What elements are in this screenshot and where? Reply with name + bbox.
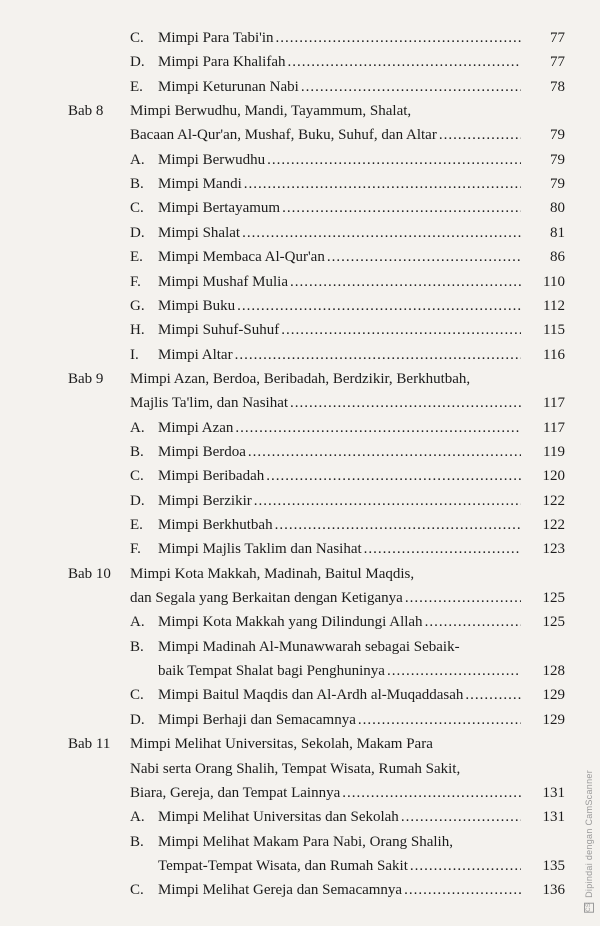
chapter-title bbox=[130, 586, 525, 610]
section-title bbox=[158, 416, 525, 440]
toc-line bbox=[0, 50, 600, 74]
section-letter: A. bbox=[130, 614, 145, 631]
dot-leader bbox=[275, 513, 521, 537]
page-number: 122 bbox=[542, 517, 565, 533]
section-title bbox=[158, 221, 525, 245]
section-title bbox=[158, 270, 525, 294]
toc-line bbox=[0, 26, 600, 50]
entry-text: Mimpi Majlis Taklim dan Nasihat bbox=[158, 541, 362, 558]
page-number: 119 bbox=[543, 443, 565, 460]
toc-line bbox=[0, 416, 600, 440]
section-title bbox=[158, 610, 525, 634]
page-number: 79 bbox=[550, 127, 565, 144]
toc-line bbox=[0, 172, 600, 196]
page-number: 79 bbox=[550, 151, 565, 168]
entry-text: Nabi serta Orang Shalih, Tempat Wisata, Rumah Sakit, bbox=[130, 760, 461, 777]
section-letter: C. bbox=[130, 468, 144, 485]
toc-line bbox=[0, 464, 600, 488]
section-letter: D. bbox=[130, 54, 145, 71]
toc-line bbox=[0, 270, 600, 294]
page-number: 135 bbox=[542, 857, 565, 874]
section-letter: A. bbox=[130, 809, 145, 826]
toc-line bbox=[0, 586, 600, 610]
toc-line bbox=[0, 123, 600, 147]
dot-leader bbox=[276, 26, 521, 50]
page-number: 78 bbox=[550, 78, 565, 95]
entry-text: Mimpi Mandi bbox=[158, 176, 242, 193]
dot-leader bbox=[266, 464, 521, 488]
page-number: 128 bbox=[542, 663, 565, 680]
entry-text: Mimpi Azan, Berdoa, Beribadah, Berdzikir, Berkhutbah, bbox=[130, 370, 471, 387]
dot-leader bbox=[439, 123, 521, 147]
section-title bbox=[158, 245, 525, 269]
chapter-title bbox=[130, 732, 570, 756]
toc-line bbox=[0, 781, 600, 805]
section-letter: H. bbox=[130, 322, 145, 339]
dot-leader bbox=[410, 854, 521, 878]
toc-line bbox=[0, 221, 600, 245]
section-title bbox=[158, 172, 525, 196]
entry-text: Mimpi Keturunan Nabi bbox=[158, 78, 299, 95]
chapter-title bbox=[130, 123, 525, 147]
section-title bbox=[158, 537, 525, 561]
section-title bbox=[158, 464, 525, 488]
section-letter: C. bbox=[130, 882, 144, 899]
chapter-title bbox=[130, 562, 570, 586]
watermark-text: Dipindai dengan CamScanner bbox=[584, 770, 594, 898]
section-title bbox=[158, 26, 525, 50]
section-title bbox=[158, 830, 570, 854]
section-title bbox=[158, 805, 525, 829]
entry-text: Mimpi Kota Makkah yang Dilindungi Allah bbox=[158, 614, 423, 631]
dot-leader bbox=[235, 343, 521, 367]
entry-text: Mimpi Buku bbox=[158, 297, 236, 314]
toc-line bbox=[0, 854, 600, 878]
section-letter: E. bbox=[130, 249, 143, 266]
toc-line bbox=[0, 294, 600, 318]
section-letter: C. bbox=[130, 200, 144, 217]
dot-leader bbox=[327, 245, 521, 269]
toc-line bbox=[0, 635, 600, 659]
toc-line bbox=[0, 489, 600, 513]
entry-text: Mimpi Berhaji dan Semacamnya bbox=[158, 711, 356, 728]
chapter-number: Bab 8 bbox=[68, 103, 104, 120]
page-number: 125 bbox=[542, 590, 565, 607]
page-number: 81 bbox=[550, 224, 565, 241]
page-number: 129 bbox=[542, 711, 565, 728]
dot-leader bbox=[401, 805, 521, 829]
entry-text: Mimpi Mushaf Mulia bbox=[158, 273, 288, 290]
section-title bbox=[158, 635, 570, 659]
entry-text: Mimpi Berwudhu, Mandi, Tayammum, Shalat, bbox=[130, 103, 412, 120]
toc-line bbox=[0, 513, 600, 537]
dot-leader bbox=[358, 708, 521, 732]
section-title bbox=[158, 50, 525, 74]
page-number: 131 bbox=[542, 784, 565, 801]
entry-text: Majlis Ta'lim, dan Nasihat bbox=[130, 395, 289, 412]
entry-text: baik Tempat Shalat bagi Penghuninya bbox=[158, 663, 385, 680]
entry-text: Mimpi Altar bbox=[158, 346, 233, 363]
entry-text: Bacaan Al-Qur'an, Mushaf, Buku, Suhuf, dan Altar bbox=[130, 127, 437, 144]
page-number: 136 bbox=[542, 882, 565, 899]
section-letter: I. bbox=[130, 346, 139, 363]
section-letter: E. bbox=[130, 517, 143, 533]
entry-text: Mimpi Bertayamum bbox=[158, 200, 281, 217]
toc-line bbox=[0, 99, 600, 123]
toc-line bbox=[0, 245, 600, 269]
toc-line bbox=[0, 440, 600, 464]
chapter-title bbox=[130, 391, 525, 415]
entry-text: dan Segala yang Berkaitan dengan Ketiganya bbox=[130, 590, 403, 607]
section-title bbox=[158, 489, 525, 513]
toc-line bbox=[0, 683, 600, 707]
section-title bbox=[158, 196, 525, 220]
section-letter: C. bbox=[130, 687, 144, 704]
entry-text: Mimpi Membaca Al-Qur'an bbox=[158, 249, 325, 266]
dot-leader bbox=[235, 416, 521, 440]
chapter-title bbox=[130, 99, 570, 123]
dot-leader bbox=[242, 221, 521, 245]
page-number: 79 bbox=[550, 176, 565, 193]
entry-text: Mimpi Para Khalifah bbox=[158, 54, 286, 71]
dot-leader bbox=[244, 172, 521, 196]
entry-text: Mimpi Melihat Makam Para Nabi, Orang Shalih, bbox=[158, 833, 453, 850]
page-number: 112 bbox=[543, 297, 565, 314]
chapter-title bbox=[130, 367, 570, 391]
entry-text: Mimpi Melihat Universitas dan Sekolah bbox=[158, 809, 399, 826]
entry-text: Mimpi Beribadah bbox=[158, 468, 265, 485]
entry-text: Biara, Gereja, dan Tempat Lainnya bbox=[130, 784, 341, 801]
section-letter: B. bbox=[130, 833, 144, 850]
chapter-number: Bab 9 bbox=[68, 370, 104, 387]
page-number: 110 bbox=[543, 273, 565, 290]
entry-text: Mimpi Berzikir bbox=[158, 492, 252, 509]
toc-line bbox=[0, 659, 600, 683]
dot-leader bbox=[248, 440, 521, 464]
chapter-title bbox=[130, 757, 570, 781]
toc-line bbox=[0, 318, 600, 342]
chapter-number: Bab 10 bbox=[68, 565, 111, 582]
entry-text: Mimpi Melihat Universitas, Sekolah, Makam Para bbox=[130, 736, 433, 753]
section-letter: A. bbox=[130, 419, 145, 436]
entry-text: Mimpi Azan bbox=[158, 419, 234, 436]
page-number: 117 bbox=[543, 419, 565, 436]
section-title bbox=[158, 294, 525, 318]
dot-leader bbox=[465, 683, 521, 707]
section-title bbox=[158, 708, 525, 732]
entry-text: Mimpi Shalat bbox=[158, 224, 241, 241]
toc-line bbox=[0, 805, 600, 829]
page-number: 129 bbox=[542, 687, 565, 704]
entry-text: Mimpi Berwudhu bbox=[158, 151, 266, 168]
page-number: 86 bbox=[550, 249, 565, 266]
page-number: 116 bbox=[543, 346, 565, 363]
page-number: 123 bbox=[542, 541, 565, 558]
toc-line bbox=[0, 757, 600, 781]
toc-line bbox=[0, 343, 600, 367]
dot-leader bbox=[281, 318, 521, 342]
entry-text: Mimpi Berdoa bbox=[158, 443, 246, 460]
dot-leader bbox=[254, 489, 521, 513]
page-number: 80 bbox=[550, 200, 565, 217]
dot-leader bbox=[342, 781, 521, 805]
section-letter: D. bbox=[130, 224, 145, 241]
section-letter: G. bbox=[130, 297, 145, 314]
toc-line bbox=[0, 391, 600, 415]
dot-leader bbox=[425, 610, 521, 634]
section-letter: D. bbox=[130, 492, 145, 509]
section-letter: D. bbox=[130, 711, 145, 728]
page-number: 122 bbox=[542, 492, 565, 509]
page-number: 77 bbox=[550, 30, 565, 46]
dot-leader bbox=[405, 586, 521, 610]
dot-leader bbox=[364, 537, 521, 561]
section-title bbox=[158, 440, 525, 464]
chapter-number: Bab 11 bbox=[68, 736, 111, 753]
section-letter: F. bbox=[130, 273, 141, 290]
dot-leader bbox=[267, 148, 521, 172]
dot-leader bbox=[237, 294, 521, 318]
toc-line bbox=[0, 610, 600, 634]
entry-text: Mimpi Kota Makkah, Madinah, Baitul Maqdis, bbox=[130, 565, 415, 582]
dot-leader bbox=[290, 270, 521, 294]
section-title bbox=[158, 318, 525, 342]
entry-text: Tempat-Tempat Wisata, dan Rumah Sakit bbox=[158, 857, 408, 874]
entry-text: Mimpi Baitul Maqdis dan Al-Ardh al-Muqaddasah bbox=[158, 687, 464, 704]
page-number: 125 bbox=[542, 614, 565, 631]
toc-line bbox=[0, 196, 600, 220]
dot-leader bbox=[387, 659, 521, 683]
chapter-title bbox=[130, 781, 525, 805]
section-title bbox=[158, 513, 525, 537]
toc-line bbox=[0, 732, 600, 756]
toc-line bbox=[0, 537, 600, 561]
page-number: 117 bbox=[543, 395, 565, 412]
toc-line bbox=[0, 708, 600, 732]
entry-text: Mimpi Berkhutbah bbox=[158, 517, 273, 533]
section-title bbox=[158, 878, 525, 902]
toc-line bbox=[0, 75, 600, 99]
section-letter: B. bbox=[130, 638, 144, 655]
page-number: 77 bbox=[550, 54, 565, 71]
toc-line bbox=[0, 878, 600, 902]
page-number: 120 bbox=[542, 468, 565, 485]
section-letter: B. bbox=[130, 176, 144, 193]
chapter-title bbox=[158, 659, 525, 683]
entry-text: Mimpi Melihat Gereja dan Semacamnya bbox=[158, 882, 403, 899]
section-title bbox=[158, 343, 525, 367]
dot-leader bbox=[282, 196, 521, 220]
page-number: 115 bbox=[543, 322, 565, 339]
section-title bbox=[158, 683, 525, 707]
entry-text: Mimpi Para Tabi'in bbox=[158, 30, 274, 46]
dot-leader bbox=[290, 391, 521, 415]
toc-line bbox=[0, 830, 600, 854]
section-letter: C. bbox=[130, 30, 144, 46]
section-title bbox=[158, 75, 525, 99]
chapter-title bbox=[158, 854, 525, 878]
page-number: 131 bbox=[542, 809, 565, 826]
toc-line bbox=[0, 367, 600, 391]
section-letter: E. bbox=[130, 78, 143, 95]
section-letter: F. bbox=[130, 541, 141, 558]
entry-text: Mimpi Suhuf-Suhuf bbox=[158, 322, 280, 339]
toc-line bbox=[0, 148, 600, 172]
entry-text: Mimpi Madinah Al-Munawwarah sebagai Sebaik- bbox=[158, 638, 460, 655]
section-letter: B. bbox=[130, 443, 144, 460]
toc-line bbox=[0, 562, 600, 586]
section-title bbox=[158, 148, 525, 172]
dot-leader bbox=[301, 75, 521, 99]
section-letter: A. bbox=[130, 151, 145, 168]
dot-leader bbox=[287, 50, 521, 74]
camscanner-icon: CS bbox=[586, 902, 592, 912]
camscanner-watermark bbox=[584, 770, 594, 913]
dot-leader bbox=[404, 878, 521, 902]
